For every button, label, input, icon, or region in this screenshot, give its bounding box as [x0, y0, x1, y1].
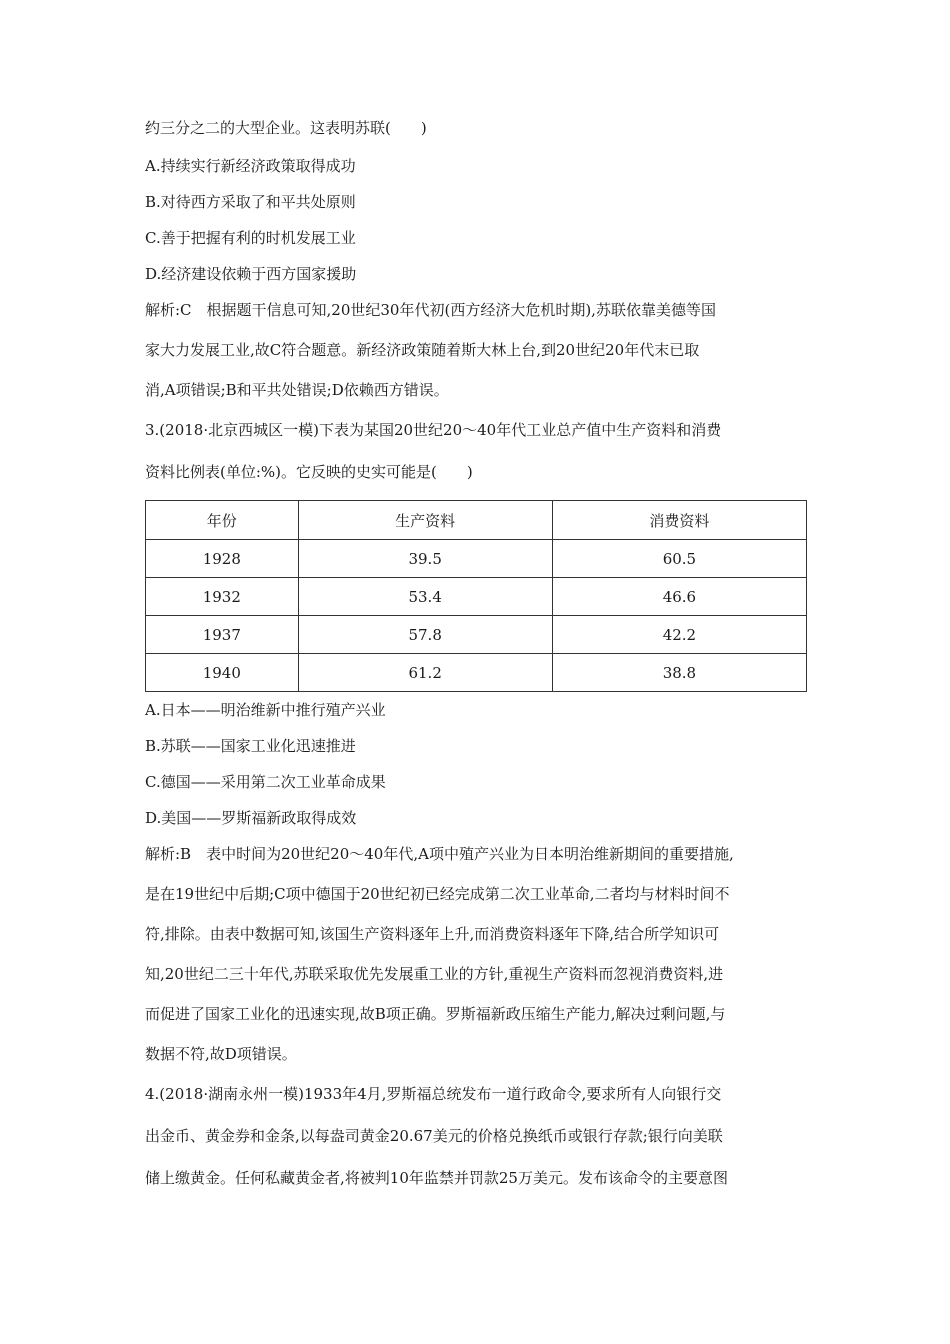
q2-option-c: C.善于把握有利的时机发展工业 — [145, 229, 356, 247]
table-cell-consumption: 42.2 — [552, 616, 806, 654]
q3-analysis-line-5: 而促进了国家工业化的迅速实现,故B项正确。罗斯福新政压缩生产能力,解决过剩问题,与 — [145, 1005, 726, 1023]
document-page — [145, 118, 809, 1210]
table-row — [146, 654, 807, 692]
table-cell-production: 53.4 — [298, 578, 552, 616]
table-cell-production: 61.2 — [298, 654, 552, 692]
q4-stem-line-1: 4.(2018·湖南永州一模)1933年4月,罗斯福总统发布一道行政命令,要求所有人向银行交 — [145, 1085, 722, 1103]
q3-analysis-line-6: 数据不符,故D项错误。 — [145, 1045, 297, 1063]
q2-analysis-line-3: 消,A项错误;B和平共处错误;D依赖西方错误。 — [145, 381, 449, 399]
q3-stem-line-2: 资料比例表(单位:%)。它反映的史实可能是( ) — [145, 463, 473, 481]
q3-analysis-line-3: 符,排除。由表中数据可知,该国生产资料逐年上升,而消费资料逐年下降,结合所学知识可 — [145, 925, 720, 943]
q3-analysis-line-4: 知,20世纪二三十年代,苏联采取优先发展重工业的方针,重视生产资料而忽视消费资料,进 — [145, 965, 724, 983]
q2-option-b: B.对待西方采取了和平共处原则 — [145, 193, 356, 211]
table-cell-production: 39.5 — [298, 540, 552, 578]
q3-option-c: C.德国——采用第二次工业革命成果 — [145, 773, 386, 791]
table-row — [146, 578, 807, 616]
q4-stem-line-2: 出金币、黄金券和金条,以每盎司黄金20.67美元的价格兑换纸币或银行存款;银行向美联 — [145, 1127, 723, 1145]
q2-option-d: D.经济建设依赖于西方国家援助 — [145, 265, 357, 283]
q2-analysis-line-1: 解析:C 根据题干信息可知,20世纪30年代初(西方经济大危机时期),苏联依靠美德等国 — [145, 301, 716, 319]
table-cell-consumption: 46.6 — [552, 578, 806, 616]
q3-analysis-line-2: 是在19世纪中后期;C项中德国于20世纪初已经完成第二次工业革命,二者均与材料时间不 — [145, 885, 730, 903]
table-header-year: 年份 — [146, 501, 299, 540]
q3-analysis-line-1: 解析:B 表中时间为20世纪20～40年代,A项中殖产兴业为日本明治维新期间的重要措施, — [145, 845, 734, 863]
q2-stem-tail: 约三分之二的大型企业。这表明苏联( ) — [145, 119, 427, 137]
table-cell-year: 1937 — [146, 616, 299, 654]
table-header-consumption: 消费资料 — [552, 501, 806, 540]
table-header-production: 生产资料 — [298, 501, 552, 540]
table-cell-year: 1928 — [146, 540, 299, 578]
q3-stem-line-1: 3.(2018·北京西城区一模)下表为某国20世纪20～40年代工业总产值中生产资料和消费 — [145, 421, 722, 439]
q2-option-a: A.持续实行新经济政策取得成功 — [145, 157, 356, 175]
q2-analysis-line-2: 家大力发展工业,故C符合题意。新经济政策随着斯大林上台,到20世纪20年代末已取 — [145, 341, 700, 359]
table-header-row — [146, 501, 807, 540]
q4-stem-line-3: 储上缴黄金。任何私藏黄金者,将被判10年监禁并罚款25万美元。发布该命令的主要意图 — [145, 1169, 728, 1187]
table-cell-year: 1932 — [146, 578, 299, 616]
table-cell-year: 1940 — [146, 654, 299, 692]
q3-option-d: D.美国——罗斯福新政取得成效 — [145, 809, 357, 827]
table-cell-consumption: 60.5 — [552, 540, 806, 578]
q3-option-a: A.日本——明治维新中推行殖产兴业 — [145, 701, 386, 719]
q3-data-table — [145, 500, 807, 692]
table-row — [146, 540, 807, 578]
q3-option-b: B.苏联——国家工业化迅速推进 — [145, 737, 356, 755]
table-cell-consumption: 38.8 — [552, 654, 806, 692]
table-cell-production: 57.8 — [298, 616, 552, 654]
table-row — [146, 616, 807, 654]
